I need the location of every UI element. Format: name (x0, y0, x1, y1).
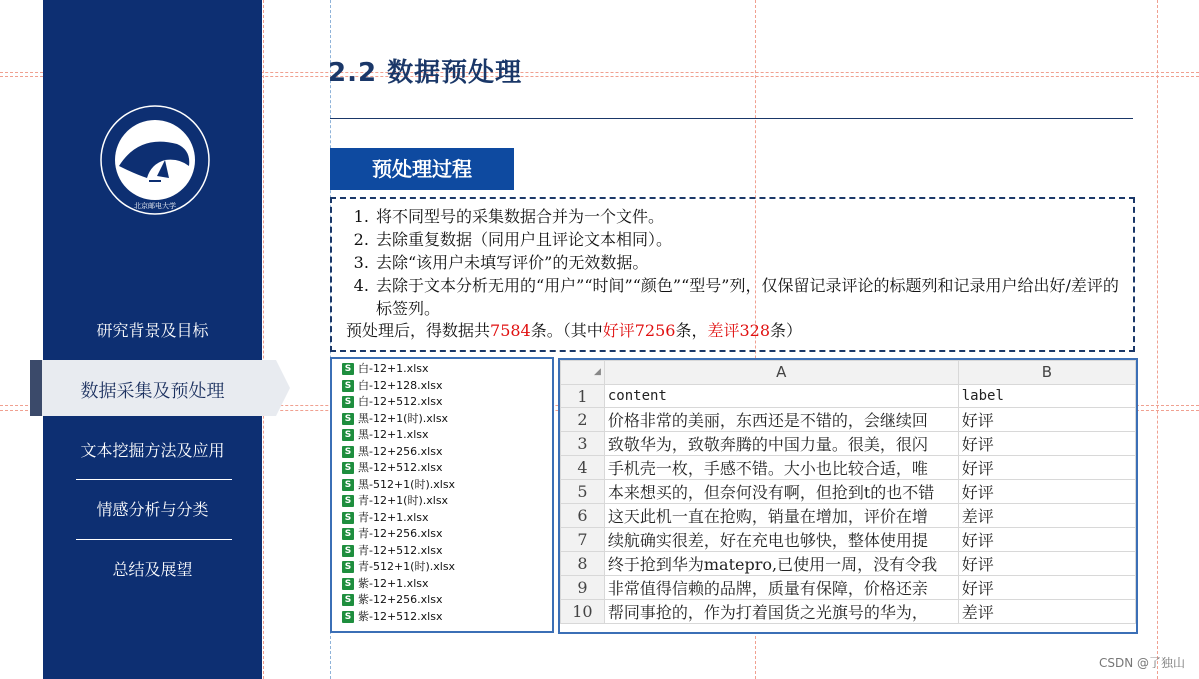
step-item: 1. 将不同型号的采集数据合并为一个文件。 (374, 205, 1133, 228)
table-row (561, 432, 1136, 456)
row-header[interactable]: 3 (561, 432, 605, 456)
cell-content[interactable]: 致敬华为，致敬奔腾的中国力量。很美，很闪 (604, 432, 958, 456)
spreadsheet-preview (558, 358, 1138, 634)
spreadsheet-icon: S (342, 561, 354, 573)
cell-label[interactable]: 好评 (958, 552, 1135, 576)
table-row (561, 504, 1136, 528)
cell-label[interactable]: 好评 (958, 432, 1135, 456)
cell-content[interactable]: 本来想买的，但奈何没有啊，但抢到t的也不错 (604, 480, 958, 504)
cell-label[interactable]: 好评 (958, 576, 1135, 600)
column-header-b[interactable]: B (958, 361, 1135, 385)
select-all-corner[interactable]: ◢ (561, 361, 605, 385)
cell-content[interactable]: 帮同事抢的，作为打着国货之光旗号的华为， (604, 600, 958, 624)
table-row (561, 552, 1136, 576)
file-name: 黑-12+1.xlsx (358, 428, 429, 441)
nav-item-label: 数据采集及预处理 (80, 381, 225, 402)
file-item[interactable] (332, 576, 552, 593)
cell-label[interactable]: 好评 (958, 456, 1135, 480)
nav-divider (76, 479, 232, 480)
table-row (561, 384, 1136, 408)
file-name: 黑-12+512.xlsx (358, 461, 443, 474)
file-item[interactable] (332, 378, 552, 395)
file-item[interactable] (332, 460, 552, 477)
file-item[interactable] (332, 592, 552, 609)
file-name: 黑-12+1(时).xlsx (358, 411, 449, 425)
file-item[interactable] (332, 526, 552, 543)
nav-divider (76, 539, 232, 540)
nav-item-sentiment-analysis[interactable] (43, 497, 262, 520)
spreadsheet-icon: S (342, 594, 354, 606)
guide-line (263, 0, 264, 679)
nav-item-label: 研究背景及目标 (96, 321, 209, 340)
row-header[interactable]: 5 (561, 480, 605, 504)
table-row (561, 408, 1136, 432)
spreadsheet-icon: S (342, 611, 354, 623)
good-count: 好评7256 (602, 321, 676, 340)
row-header[interactable]: 7 (561, 528, 605, 552)
file-item[interactable] (332, 427, 552, 444)
cell-label-header[interactable]: label (958, 384, 1135, 408)
file-item[interactable] (332, 543, 552, 560)
file-name: 紫-12+512.xlsx (358, 609, 443, 623)
spreadsheet-icon: S (342, 396, 354, 408)
summary-text: 预处理后，得数据共 (346, 321, 491, 340)
summary-text: 条， (675, 321, 708, 340)
cell-content[interactable]: 非常值得信赖的品牌，质量有保障，价格还亲 (604, 576, 958, 600)
file-name: 紫-12+256.xlsx (358, 593, 443, 606)
row-header[interactable]: 10 (561, 600, 605, 624)
table-row (561, 600, 1136, 624)
summary-text: 条） (770, 321, 803, 340)
nav-item-label: 情感分析与分类 (96, 500, 209, 519)
file-name: 青-12+512.xlsx (358, 543, 443, 557)
row-header[interactable]: 6 (561, 504, 605, 528)
spreadsheet-icon: S (342, 446, 354, 458)
spreadsheet-icon: S (342, 528, 354, 540)
cell-content[interactable]: 终于抢到华为matepro,已使用一周，没有令我 (604, 552, 958, 576)
step-item: 2. 去除重复数据（同用户且评论文本相同）。 (374, 228, 1133, 251)
file-name: 黑-512+1(时).xlsx (358, 477, 456, 491)
row-header[interactable]: 9 (561, 576, 605, 600)
spreadsheet-icon: S (342, 413, 354, 425)
svg-text:北京邮电大学: 北京邮电大学 (134, 202, 176, 210)
nav-item-label: 文本挖掘方法及应用 (80, 441, 225, 460)
guide-line (1157, 0, 1158, 679)
file-item[interactable] (332, 361, 552, 378)
nav-item-summary[interactable] (43, 557, 262, 580)
step-item: 4. 去除于文本分析无用的“用户”“时间”“颜色”“型号”列，仅保留记录评论的标题列和记录用户给出好/差评的标签列。 (374, 274, 1133, 320)
cell-label[interactable]: 好评 (958, 528, 1135, 552)
spreadsheet-icon: S (342, 429, 354, 441)
table-row (561, 480, 1136, 504)
total-count: 7584 (490, 321, 531, 340)
spreadsheet-icon: S (342, 545, 354, 557)
step-item: 3. 去除“该用户未填写评价”的无效数据。 (374, 251, 1133, 274)
table-row (561, 456, 1136, 480)
file-name: 白-12+1.xlsx (358, 362, 429, 375)
university-logo (99, 104, 211, 216)
watermark: CSDN @了独山 (1098, 656, 1185, 670)
file-name: 黑-12+256.xlsx (358, 444, 443, 458)
summary-text: 条。（其中 (530, 321, 603, 340)
row-header[interactable]: 4 (561, 456, 605, 480)
file-item[interactable] (332, 493, 552, 510)
nav-item-text-mining[interactable] (43, 438, 262, 461)
file-list (330, 357, 554, 633)
file-item[interactable] (332, 559, 552, 576)
file-item[interactable] (332, 609, 552, 626)
file-name: 紫-12+1.xlsx (358, 576, 429, 590)
spreadsheet-icon: S (342, 479, 354, 491)
spreadsheet-table (560, 360, 1136, 624)
cell-label[interactable]: 好评 (958, 408, 1135, 432)
file-name: 青-12+1.xlsx (358, 510, 429, 524)
cell-label[interactable]: 好评 (958, 480, 1135, 504)
table-row (561, 528, 1136, 552)
cell-label[interactable]: 差评 (958, 600, 1135, 624)
column-header-row (561, 361, 1136, 385)
cell-content[interactable]: 续航确实很差，好在充电也够快，整体使用提 (604, 528, 958, 552)
summary-line (346, 320, 1133, 342)
file-item[interactable] (332, 477, 552, 494)
row-header[interactable]: 2 (561, 408, 605, 432)
file-item[interactable] (332, 510, 552, 527)
file-item[interactable] (332, 394, 552, 411)
nav-item-label: 总结及展望 (112, 560, 193, 579)
bad-count: 差评328 (707, 321, 771, 340)
spreadsheet-icon: S (342, 462, 354, 474)
cell-content-header[interactable]: content (604, 384, 958, 408)
cell-content[interactable]: 价格非常的美丽，东西还是不错的，会继续回 (604, 408, 958, 432)
title-divider (330, 118, 1133, 119)
spreadsheet-icon: S (342, 578, 354, 590)
section-label: 预处理过程 (330, 148, 514, 190)
table-row (561, 576, 1136, 600)
spreadsheet-icon: S (342, 495, 354, 507)
file-name: 青-512+1(时).xlsx (358, 560, 456, 573)
row-header[interactable]: 1 (561, 384, 605, 408)
spreadsheet-icon: S (342, 363, 354, 375)
slide-title: 2.2 数据预处理 (328, 58, 523, 88)
file-name: 青-12+256.xlsx (358, 527, 443, 540)
nav-item-data-collection[interactable] (43, 377, 262, 403)
steps-list (332, 205, 1133, 320)
spreadsheet-icon: S (342, 380, 354, 392)
cell-content[interactable]: 手机壳一枚，手感不错。大小也比较合适，唯 (604, 456, 958, 480)
cell-content[interactable]: 这天此机一直在抢购，销量在增加，评价在增 (604, 504, 958, 528)
file-item[interactable] (332, 411, 552, 428)
file-name: 白-12+128.xlsx (358, 378, 443, 392)
file-item[interactable] (332, 444, 552, 461)
spreadsheet-icon: S (342, 512, 354, 524)
nav-item-research-background[interactable] (43, 318, 262, 341)
file-name: 白-12+512.xlsx (358, 395, 443, 408)
steps-box (330, 197, 1135, 352)
row-header[interactable]: 8 (561, 552, 605, 576)
cell-label[interactable]: 差评 (958, 504, 1135, 528)
file-name: 青-12+1(时).xlsx (358, 494, 449, 507)
column-header-a[interactable]: A (604, 361, 958, 385)
